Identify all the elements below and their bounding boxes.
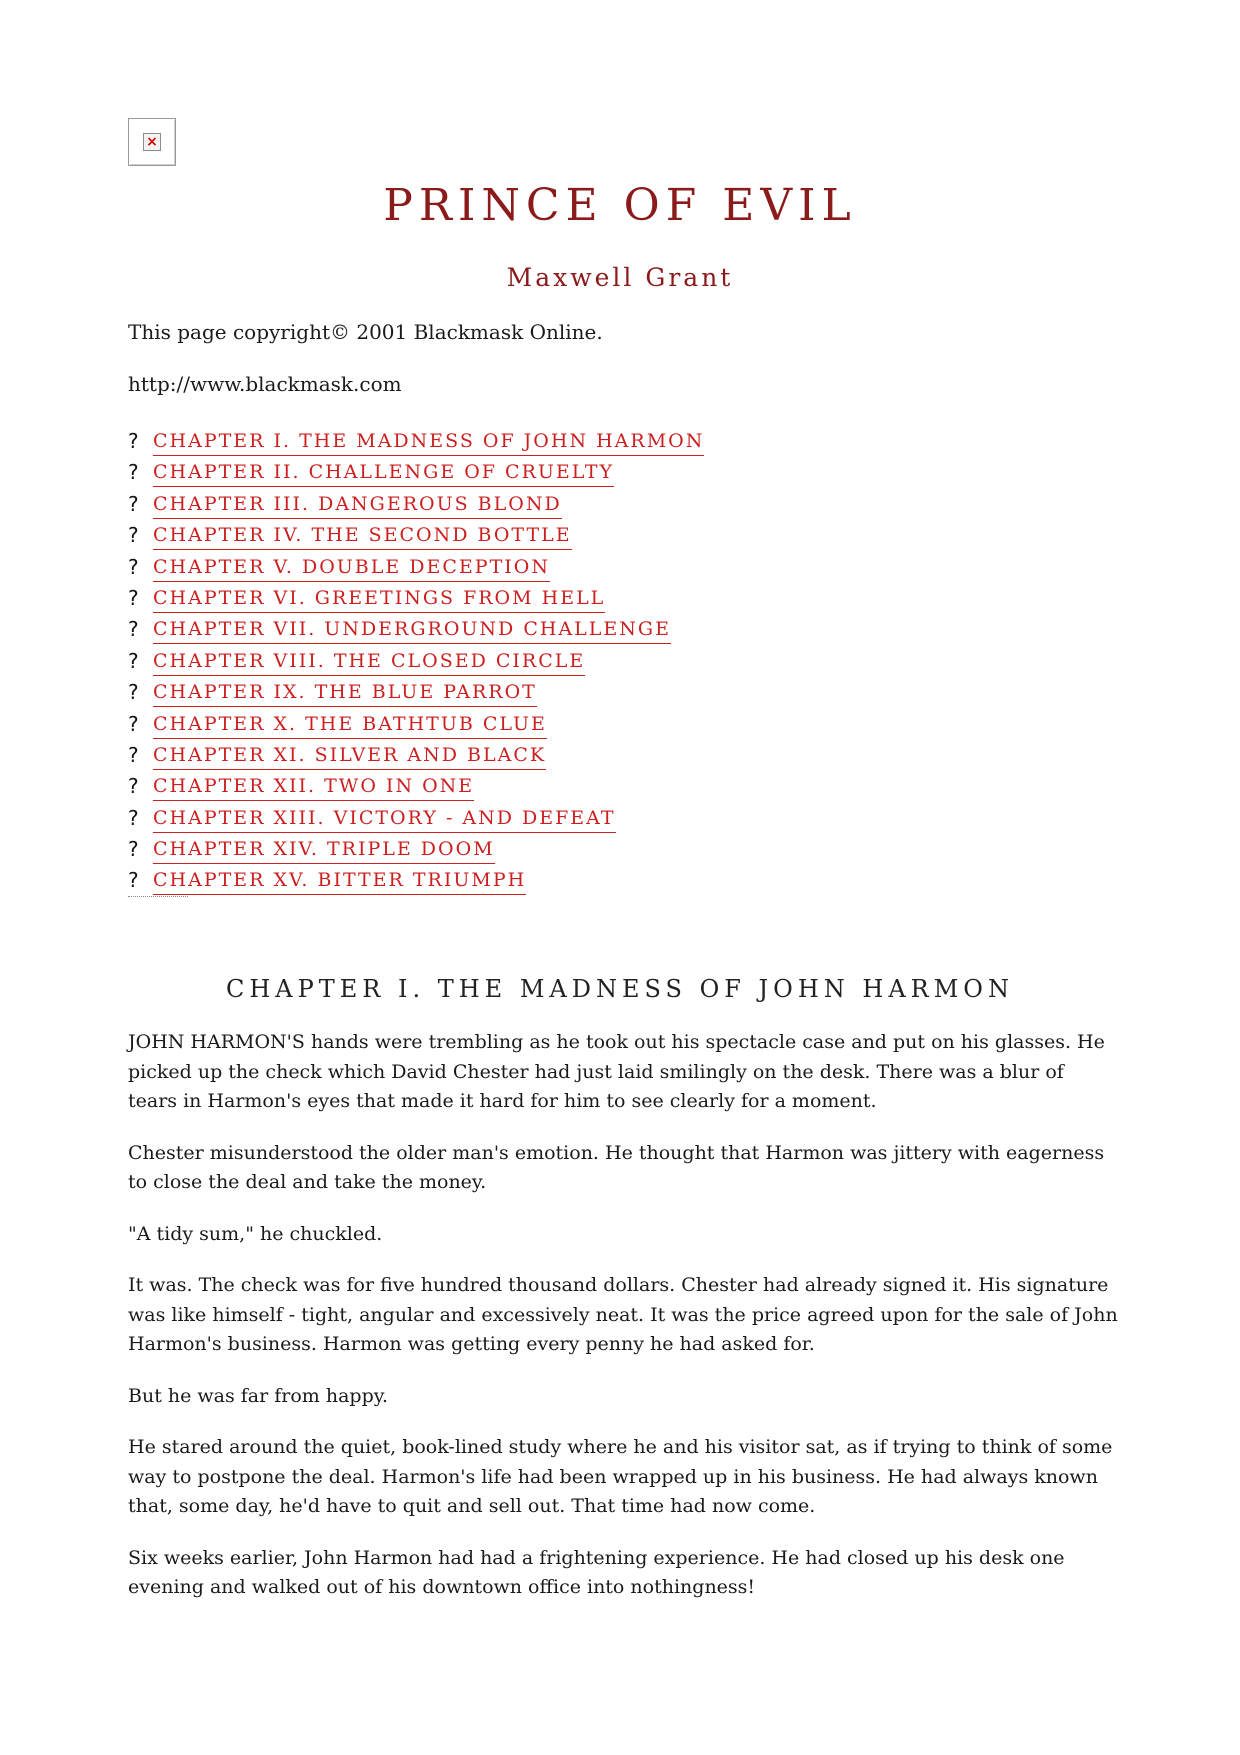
chapter-heading: CHAPTER I. THE MADNESS OF JOHN HARMON bbox=[226, 975, 1014, 1003]
toc-bullet: ? bbox=[128, 837, 139, 862]
paragraph: Chester misunderstood the older man's emotion. He thought that Harmon was jittery with eagerness to close the deal and take the money. bbox=[128, 1141, 1105, 1193]
toc-bullet: ? bbox=[128, 648, 139, 673]
page-title: PRINCE OF EVIL bbox=[383, 180, 857, 231]
toc-bullet: ? bbox=[128, 491, 139, 516]
toc-bullet: ? bbox=[128, 554, 139, 579]
toc-bullet: ? bbox=[128, 868, 139, 893]
toc-link-chapter-6[interactable]: CHAPTER VI. GREETINGS FROM HELL bbox=[153, 585, 605, 613]
toc-bullet: ? bbox=[128, 429, 139, 453]
table-of-contents bbox=[128, 428, 704, 899]
paragraph: "A tidy sum," he chuckled. bbox=[128, 1222, 383, 1245]
toc-item bbox=[128, 836, 704, 867]
toc-item bbox=[128, 867, 704, 898]
toc-item bbox=[128, 554, 704, 585]
paragraph: He stared around the quiet, book-lined study where he and his visitor sat, as if trying to think of some way to postpone the deal. Harmon's life had been wrapped up in his business. He had always known that, some day, he'd have to quit and sell out. That time had now come. bbox=[128, 1436, 1113, 1517]
chapter-body bbox=[128, 1028, 1118, 1625]
toc-item bbox=[128, 805, 704, 836]
toc-item bbox=[128, 711, 704, 742]
broken-image-x-icon: × bbox=[143, 133, 161, 151]
toc-link-chapter-10[interactable]: CHAPTER X. THE BATHTUB CLUE bbox=[153, 711, 547, 739]
copyright-notice: This page copyright© 2001 Blackmask Online. bbox=[128, 320, 603, 344]
toc-item bbox=[128, 616, 704, 647]
toc-item bbox=[128, 585, 704, 616]
toc-bullet: ? bbox=[128, 617, 139, 642]
paragraph: But he was far from happy. bbox=[128, 1384, 389, 1407]
toc-item bbox=[128, 459, 704, 490]
toc-link-chapter-1[interactable]: CHAPTER I. THE MADNESS OF JOHN HARMON bbox=[153, 428, 704, 456]
toc-item bbox=[128, 679, 704, 710]
toc-link-chapter-4[interactable]: CHAPTER IV. THE SECOND BOTTLE bbox=[153, 522, 572, 550]
toc-bullet: ? bbox=[128, 774, 139, 799]
toc-item bbox=[128, 522, 704, 553]
toc-link-chapter-13[interactable]: CHAPTER XIII. VICTORY - AND DEFEAT bbox=[153, 805, 616, 833]
toc-item bbox=[128, 428, 704, 459]
broken-image-icon bbox=[128, 118, 176, 166]
toc-link-chapter-7[interactable]: CHAPTER VII. UNDERGROUND CHALLENGE bbox=[153, 616, 671, 644]
toc-link-chapter-9[interactable]: CHAPTER IX. THE BLUE PARROT bbox=[153, 679, 537, 707]
site-url: http://www.blackmask.com bbox=[128, 372, 402, 396]
paragraph: JOHN HARMON'S hands were trembling as he took out his spectacle case and put on his glasses. He picked up the check which David Chester had just laid smilingly on the desk. There was a blur of tears in Harmon's eyes that made it hard for him to see clearly for a moment. bbox=[128, 1031, 1105, 1112]
author-name: Maxwell Grant bbox=[506, 263, 734, 292]
toc-link-chapter-15[interactable]: CHAPTER XV. BITTER TRIUMPH bbox=[153, 867, 526, 895]
toc-item bbox=[128, 491, 704, 522]
toc-item bbox=[128, 648, 704, 679]
toc-bullet: ? bbox=[128, 742, 139, 767]
paragraph: It was. The check was for five hundred thousand dollars. Chester had already signed it. His signature was like himself - tight, angular and excessively neat. It was the price agreed upon for the sale of John Harmon's business. Harmon was getting every penny he had asked for. bbox=[128, 1274, 1118, 1355]
toc-link-chapter-8[interactable]: CHAPTER VIII. THE CLOSED CIRCLE bbox=[153, 648, 585, 676]
toc-link-chapter-3[interactable]: CHAPTER III. DANGEROUS BLOND bbox=[153, 491, 562, 519]
toc-bullet: ? bbox=[128, 680, 139, 705]
toc-link-chapter-5[interactable]: CHAPTER V. DOUBLE DECEPTION bbox=[153, 554, 550, 582]
toc-link-chapter-12[interactable]: CHAPTER XII. TWO IN ONE bbox=[153, 773, 474, 801]
toc-item bbox=[128, 742, 704, 773]
toc-item bbox=[128, 773, 704, 804]
toc-link-chapter-14[interactable]: CHAPTER XIV. TRIPLE DOOM bbox=[153, 836, 495, 864]
toc-bullet: ? bbox=[128, 460, 139, 485]
toc-bullet: ? bbox=[128, 711, 139, 736]
toc-bullet: ? bbox=[128, 805, 139, 830]
toc-bullet: ? bbox=[128, 523, 139, 548]
toc-link-chapter-2[interactable]: CHAPTER II. CHALLENGE OF CRUELTY bbox=[153, 459, 614, 487]
truncated-line-divider bbox=[128, 896, 188, 900]
toc-bullet: ? bbox=[128, 585, 139, 610]
paragraph: Six weeks earlier, John Harmon had had a frightening experience. He had closed up his desk one evening and walked out of his downtown office into nothingness! bbox=[128, 1546, 1065, 1598]
toc-link-chapter-11[interactable]: CHAPTER XI. SILVER AND BLACK bbox=[153, 742, 546, 770]
